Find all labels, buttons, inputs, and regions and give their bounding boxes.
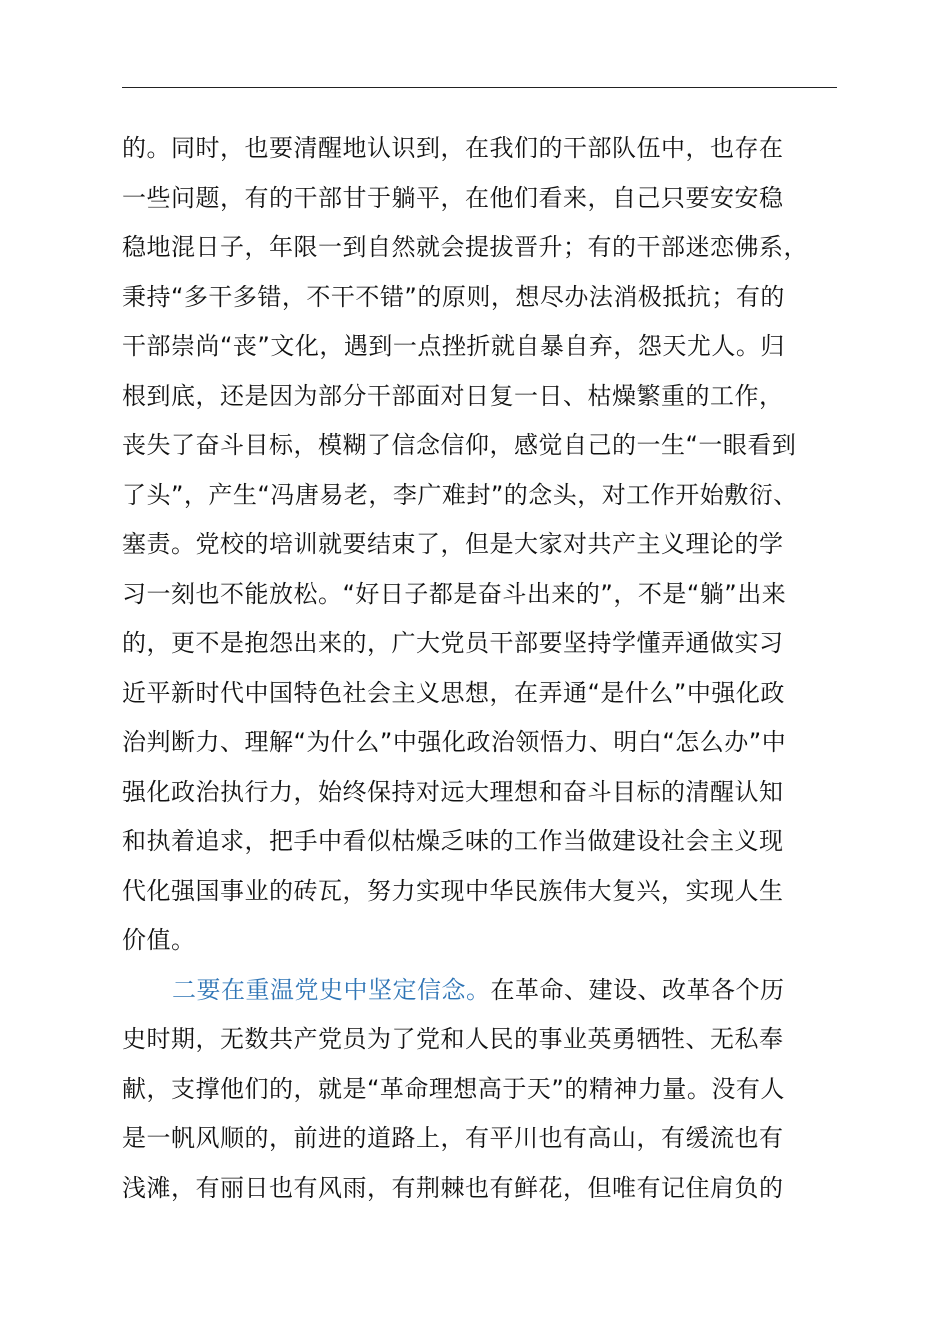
section-heading: 二要在重温党史中坚定信念。 [172, 975, 491, 1004]
paragraph-2 [122, 966, 862, 1214]
paragraph-2-line: 浅滩，有丽日也有风雨，有荆棘也有鲜花，但唯有记住肩负的 [122, 1173, 784, 1202]
paragraph-2-line: 献，支撑他们的，就是“革命理想高于天”的精神力量。没有人 [122, 1074, 785, 1103]
paragraph-1-line: 丧失了奋斗目标，模糊了信念信仰，感觉自己的一生“一眼看到 [122, 431, 797, 459]
paragraph-1-line: 的，更不是抱怨出来的，广大党员干部要坚持学懂弄通做实习 [122, 629, 784, 657]
paragraph-1-line: 了头”，产生“冯唐易老，李广难封”的念头，对工作开始敷衍、 [122, 480, 798, 509]
paragraph-1-line: 价值。 [122, 926, 196, 954]
paragraph-2-line: 是一帆风顺的，前进的道路上，有平川也有高山，有缓流也有 [122, 1124, 784, 1152]
paragraph-1-line: 习一刻也不能放松。“好日子都是奋斗出来的”，不是“躺”出来 [122, 579, 787, 608]
paragraph-1-line: 和执着追求，把手中看似枯燥乏味的工作当做建设社会主义现 [122, 827, 784, 855]
paragraph-1-line: 干部崇尚“丧”文化，遇到一点挫折就自暴自弃，怨天尤人。归 [122, 332, 785, 360]
header-rule [122, 87, 837, 88]
paragraph-1-line: 的。同时，也要清醒地认识到，在我们的干部队伍中，也存在 [122, 134, 784, 162]
paragraph-2-first-rest: 在革命、建设、改革各个历 [490, 975, 785, 1004]
paragraph-1 [122, 124, 862, 966]
paragraph-1-line: 塞责。党校的培训就要结束了，但是大家对共产主义理论的学 [122, 530, 784, 558]
paragraph-1-line: 秉持“多干多错，不干不错”的原则，想尽办法消极抵抗；有的 [122, 282, 785, 311]
paragraph-1-line: 根到底，还是因为部分干部面对日复一日、枯燥繁重的工作， [122, 381, 784, 410]
paragraph-1-line: 稳地混日子，年限一到自然就会提拔晋升；有的干部迷恋佛系， [122, 233, 808, 261]
paragraph-2-first-line [122, 966, 862, 1016]
paragraph-1-line: 治判断力、理解“为什么”中强化政治领悟力、明白“怎么办”中 [122, 728, 787, 756]
paragraph-1-line: 一些问题，有的干部甘于躺平，在他们看来，自己只要安安稳 [122, 183, 784, 212]
paragraph-1-line: 近平新时代中国特色社会主义思想，在弄通“是什么”中强化政 [122, 678, 785, 707]
paragraph-1-line: 代化强国事业的砖瓦，努力实现中华民族伟大复兴，实现人生 [122, 876, 784, 905]
paragraph-1-line: 强化政治执行力，始终保持对远大理想和奋斗目标的清醒认知 [122, 777, 784, 806]
paragraph-2-line: 史时期，无数共产党员为了党和人民的事业英勇牺牲、无私奉 [122, 1025, 784, 1053]
document-body [122, 124, 862, 1213]
